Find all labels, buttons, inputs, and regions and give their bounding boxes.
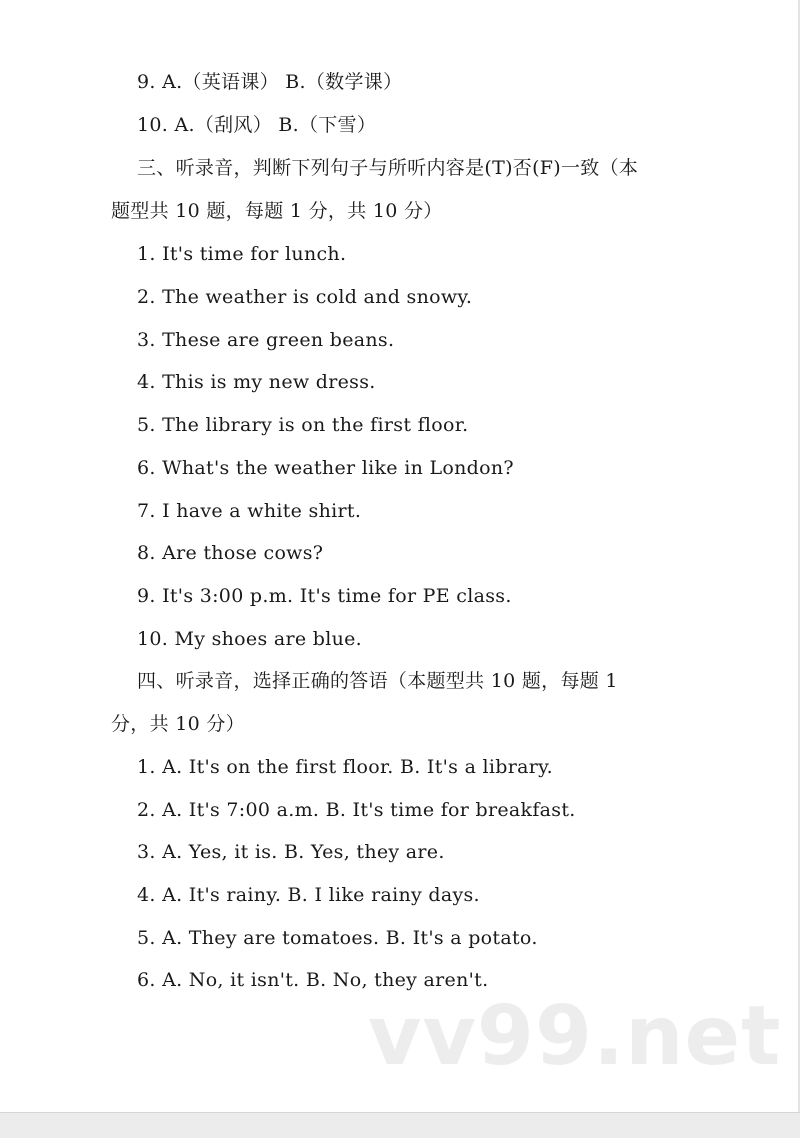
watermark: vv99.net (368, 989, 782, 1084)
section-3-heading: 三、听录音，判断下列句子与所听内容是(T)否(F)一致（本 (137, 157, 639, 179)
q4-item-5: 5. A. They are tomatoes. B. It's a potato. (137, 927, 538, 949)
q4-item-2: 2. A. It's 7:00 a.m. B. It's time for breakfast. (137, 799, 576, 821)
q4-item-3: 3. A. Yes, it is. B. Yes, they are. (137, 841, 445, 863)
q3-item-7: 7. I have a white shirt. (137, 500, 362, 522)
q2-item-10: 10. A.（刮风） B.（下雪） (137, 114, 377, 136)
q3-item-10: 10. My shoes are blue. (137, 628, 362, 650)
q3-item-8: 8. Are those cows? (137, 542, 324, 564)
q3-item-1: 1. It's time for lunch. (137, 243, 347, 265)
viewer-bottom-bar (0, 1112, 800, 1138)
q3-item-6: 6. What's the weather like in London? (137, 457, 514, 479)
q3-item-4: 4. This is my new dress. (137, 371, 376, 393)
section-3-heading-cont: 题型共 10 题，每题 1 分，共 10 分） (111, 200, 443, 222)
q4-item-1: 1. A. It's on the first floor. B. It's a library. (137, 756, 553, 778)
q3-item-3: 3. These are green beans. (137, 329, 395, 351)
q4-item-6: 6. A. No, it isn't. B. No, they aren't. (137, 969, 489, 991)
q4-item-4: 4. A. It's rainy. B. I like rainy days. (137, 884, 480, 906)
q2-item-9: 9. A.（英语课） B.（数学课） (137, 71, 403, 93)
q3-item-5: 5. The library is on the first floor. (137, 414, 469, 436)
q3-item-9: 9. It's 3:00 p.m. It's time for PE class. (137, 585, 512, 607)
section-4-heading: 四、听录音，选择正确的答语（本题型共 10 题，每题 1 (137, 670, 618, 692)
q3-item-2: 2. The weather is cold and snowy. (137, 286, 473, 308)
section-4-heading-cont: 分，共 10 分） (111, 713, 245, 735)
